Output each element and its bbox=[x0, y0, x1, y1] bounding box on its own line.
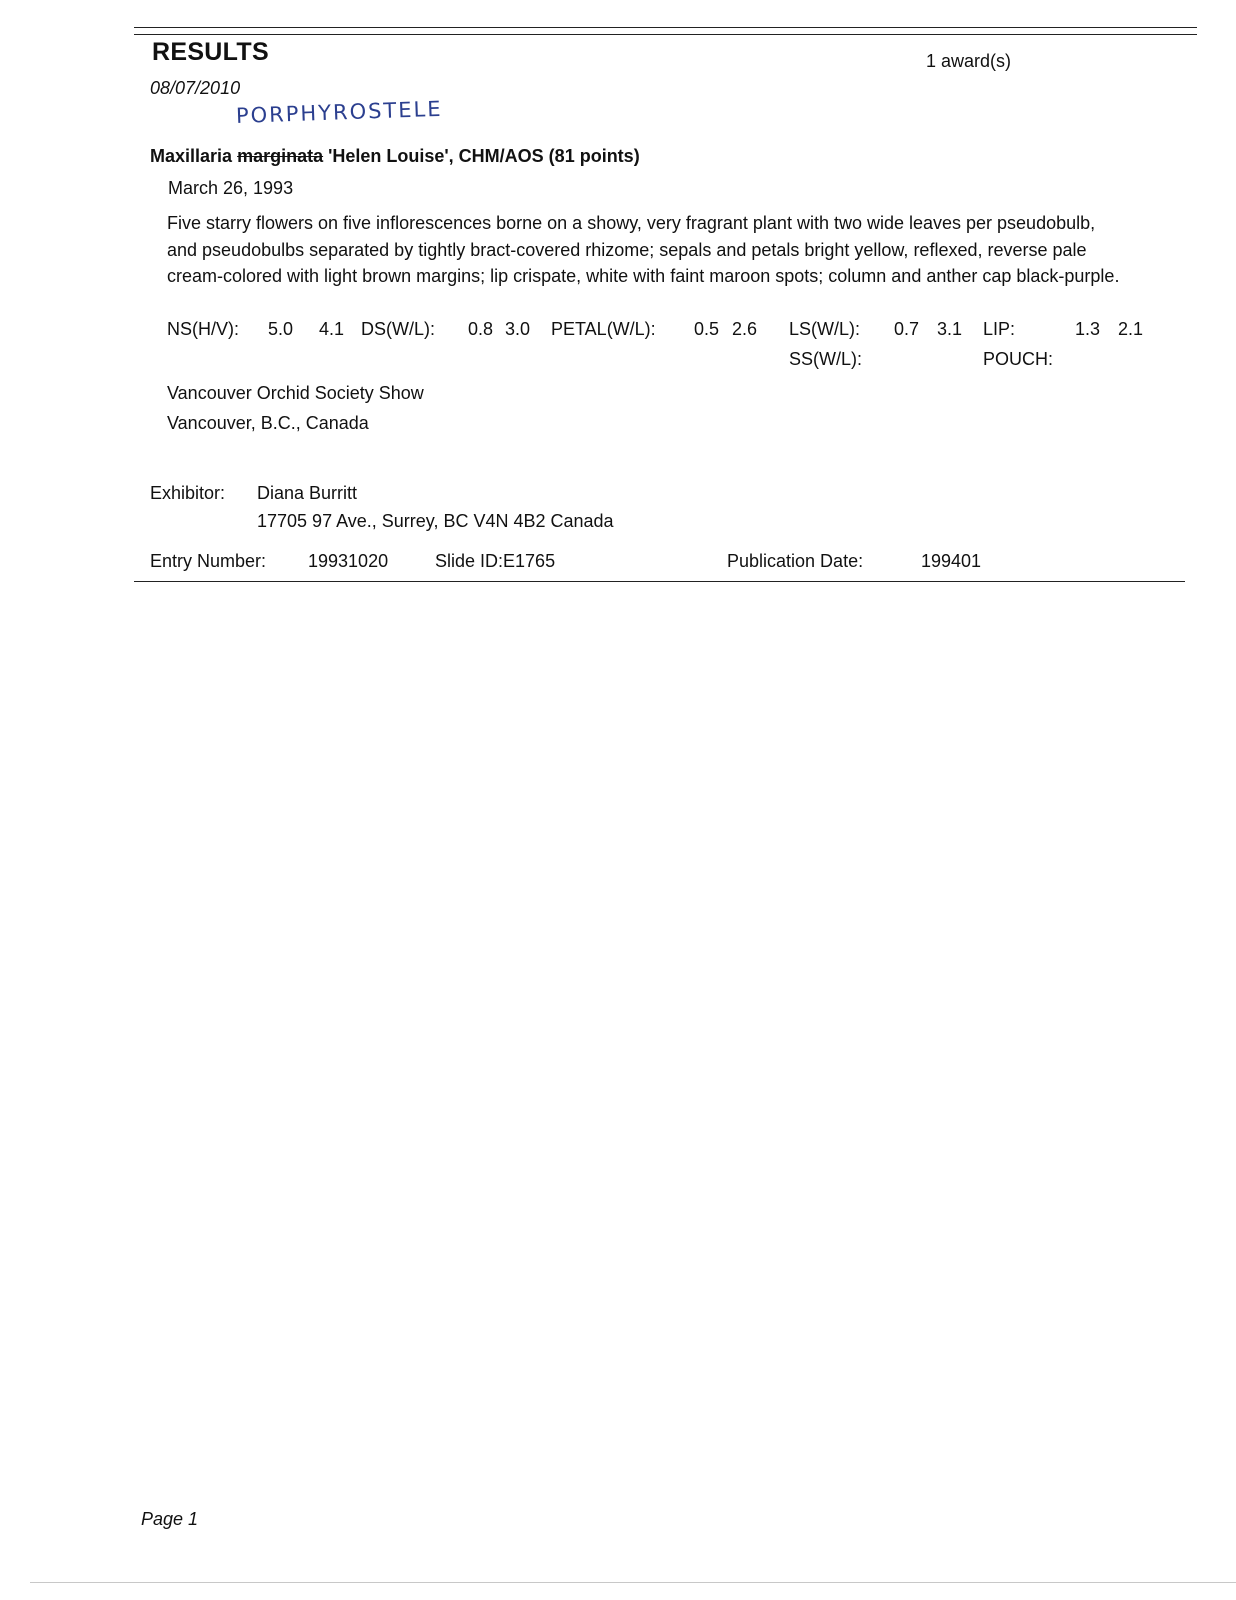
award-description: Five starry flowers on five inflorescences borne on a showy, very fragrant plant with two wide leaves per pseudobulb, and pseudobulbs separated by tightly bract-covered rhizome; sepals and petals bright yellow, reflexed, reverse pale cream-colored with light brown margins; lip crispate, white with faint maroon spots; column and anther cap black-purple. bbox=[167, 213, 1120, 286]
petal-w-value: 0.5 bbox=[694, 319, 720, 339]
publication-date: 199401 bbox=[921, 551, 982, 571]
genus: Maxillaria bbox=[150, 146, 233, 166]
bottom-rule bbox=[134, 581, 1185, 582]
award-count: 1 award(s) bbox=[926, 51, 1012, 71]
ds-l-value: 3.0 bbox=[505, 319, 531, 339]
show-location: Vancouver, B.C., Canada bbox=[167, 413, 369, 433]
entry-number-label: Entry Number: bbox=[150, 551, 267, 571]
exhibitor-name: Diana Burritt bbox=[257, 483, 358, 503]
top-rule-second bbox=[134, 34, 1197, 35]
award-date: March 26, 1993 bbox=[168, 178, 294, 198]
ls-l-value: 3.1 bbox=[937, 319, 963, 339]
ss-label: SS(W/L): bbox=[789, 349, 863, 369]
page-edge bbox=[30, 1582, 1236, 1583]
exhibitor-address: 17705 97 Ave., Surrey, BC V4N 4B2 Canada bbox=[257, 511, 614, 531]
slide-id: Slide ID:E1765 bbox=[435, 551, 556, 571]
ds-label: DS(W/L): bbox=[361, 319, 435, 339]
award-name bbox=[150, 146, 640, 167]
petal-label: PETAL(W/L): bbox=[551, 319, 656, 339]
pouch-label: POUCH: bbox=[983, 349, 1054, 369]
ds-w-value: 0.8 bbox=[468, 319, 494, 339]
show-name: Vancouver Orchid Society Show bbox=[167, 383, 424, 403]
exhibitor-label: Exhibitor: bbox=[150, 483, 226, 503]
ns-label: NS(H/V): bbox=[167, 319, 239, 339]
handwritten-annotation: PORPHYROSTELE bbox=[235, 96, 443, 128]
petal-l-value: 2.6 bbox=[732, 319, 758, 339]
lip-l-value: 2.1 bbox=[1118, 319, 1144, 339]
ns-v-value: 4.1 bbox=[319, 319, 345, 339]
ls-w-value: 0.7 bbox=[894, 319, 920, 339]
struck-species: marginata bbox=[237, 146, 324, 166]
lip-label: LIP: bbox=[983, 319, 1016, 339]
award-remainder: 'Helen Louise', CHM/AOS (81 points) bbox=[323, 146, 640, 166]
page-title: RESULTS bbox=[152, 38, 269, 66]
top-rule bbox=[134, 27, 1197, 28]
ls-label: LS(W/L): bbox=[789, 319, 861, 339]
report-date: 08/07/2010 bbox=[150, 78, 241, 98]
page-number: Page 1 bbox=[141, 1509, 199, 1529]
ns-h-value: 5.0 bbox=[268, 319, 294, 339]
entry-number: 19931020 bbox=[308, 551, 389, 571]
lip-w-value: 1.3 bbox=[1075, 319, 1101, 339]
publication-date-label: Publication Date: bbox=[727, 551, 864, 571]
